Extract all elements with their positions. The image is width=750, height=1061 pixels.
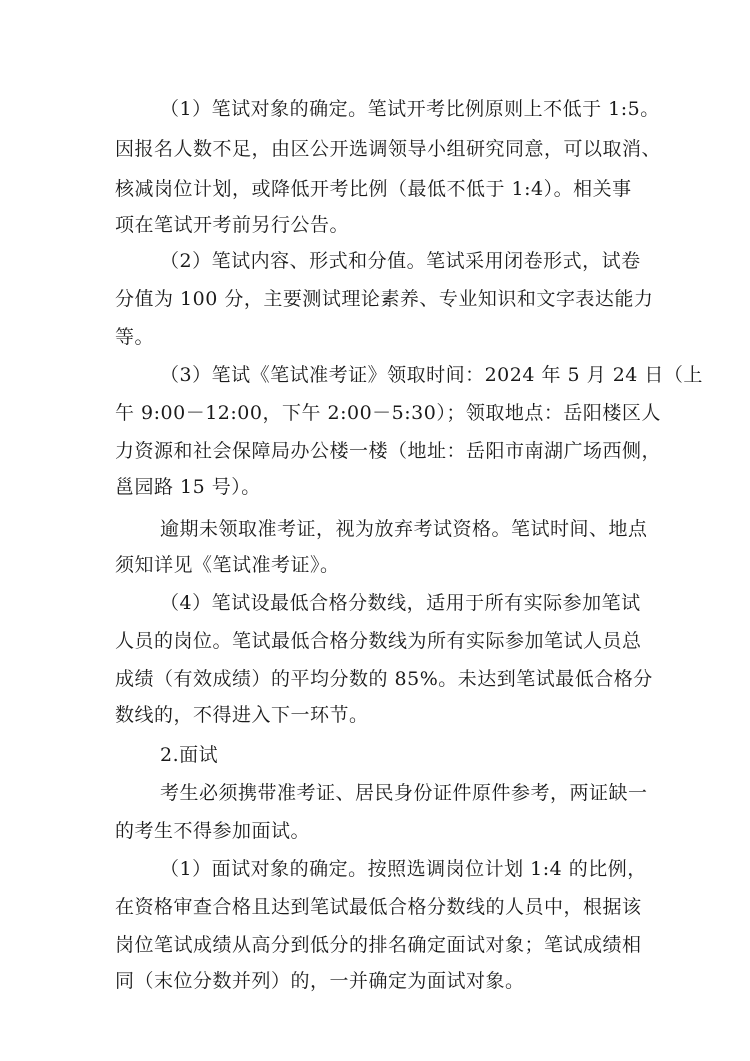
text-line: 午 9:00－12:00，下午 2:00－5:30）；领取地点：岳阳楼区人 (115, 402, 661, 424)
text-line: 核减岗位计划，或降低开考比例（最低不低于 1:4）。相关事 (115, 178, 632, 200)
text-line: 邕园路 15 号）。 (115, 476, 261, 498)
text-line: 数线的，不得进入下一环节。 (115, 704, 369, 726)
text-line: 须知详见《笔试准考证》。 (115, 554, 340, 576)
text-line: 在资格审查合格且达到笔试最低合格分数线的人员中，根据该 (115, 896, 642, 918)
text-line: 同（末位分数并列）的，一并确定为面试对象。 (115, 970, 525, 992)
text-line: （1）面试对象的确定。按照选调岗位计划 1:4 的比例， (160, 858, 647, 880)
text-line: （3）笔试《笔试准考证》领取时间：2024 年 5 月 24 日（上 (160, 364, 703, 386)
text-line: 项在笔试开考前另行公告。 (115, 214, 350, 236)
text-line: 分值为 100 分，主要测试理论素养、专业知识和文字表达能力 (115, 288, 654, 310)
text-line: 因报名人数不足，由区公开选调领导小组研究同意，可以取消、 (115, 138, 662, 160)
text-line: 逾期未领取准考证，视为放弃考试资格。笔试时间、地点 (160, 518, 648, 540)
text-line: 成绩（有效成绩）的平均分数的 85%。未达到笔试最低合格分 (115, 668, 653, 690)
text-line: 考生必须携带准考证、居民身份证件原件参考，两证缺一 (160, 782, 648, 804)
text-line: 人员的岗位。笔试最低合格分数线为所有实际参加笔试人员总 (115, 630, 642, 652)
text-line: 的考生不得参加面试。 (115, 820, 311, 842)
text-line: （4）笔试设最低合格分数线，适用于所有实际参加笔试 (160, 592, 641, 614)
section-heading: 2.面试 (160, 744, 219, 766)
text-line: 岗位笔试成绩从高分到低分的排名确定面试对象；笔试成绩相 (115, 934, 642, 956)
text-line: 力资源和社会保障局办公楼一楼（地址：岳阳市南湖广场西侧， (115, 440, 662, 462)
text-line: （1）笔试对象的确定。笔试开考比例原则上不低于 1:5。 (160, 98, 660, 120)
text-line: （2）笔试内容、形式和分值。笔试采用闭卷形式，试卷 (160, 250, 641, 272)
text-line: 等。 (115, 326, 155, 348)
